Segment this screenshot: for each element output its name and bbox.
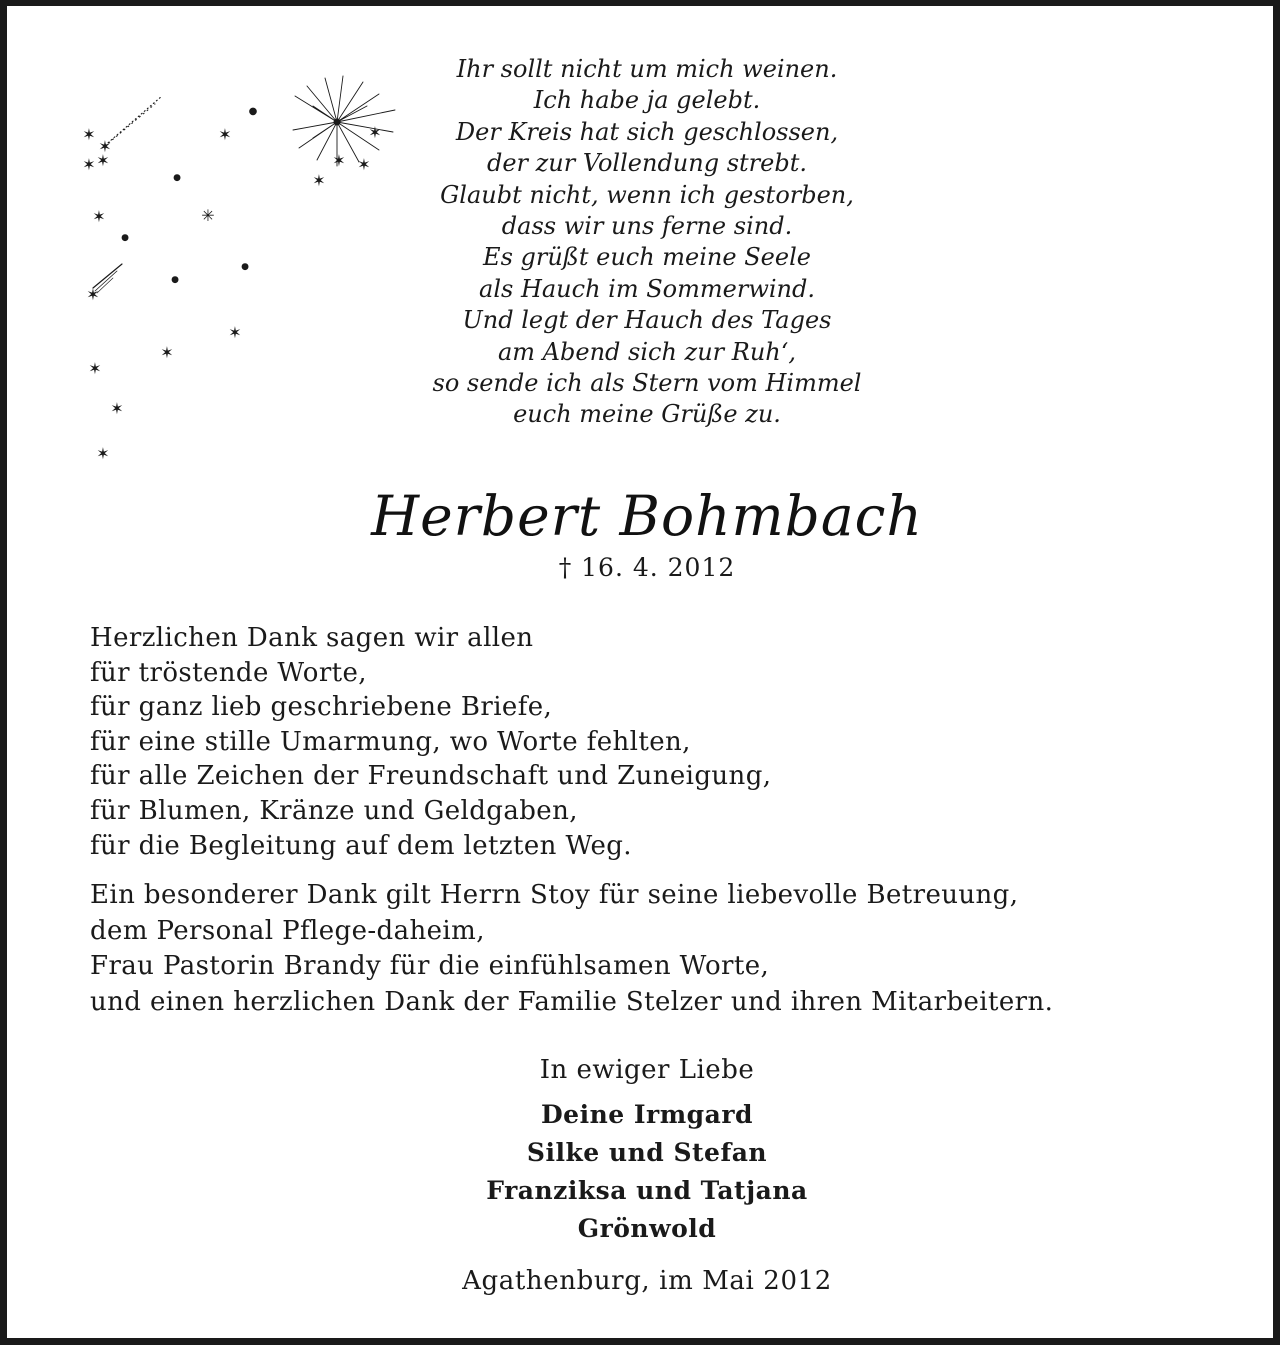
special-thanks-line: und einen herzlichen Dank der Familie Stelzer und ihren Mitarbeitern. bbox=[90, 986, 1054, 1017]
star-icon: ✶ bbox=[98, 137, 112, 156]
poem-line: euch meine Grüße zu. bbox=[513, 400, 781, 429]
special-thanks-line: dem Personal Pflege-daheim, bbox=[90, 915, 485, 946]
star-icon: ✶ bbox=[110, 399, 124, 418]
poem-line: Der Kreis hat sich geschlossen, bbox=[455, 117, 839, 146]
poem-line: Glaubt nicht, wenn ich gestorben, bbox=[440, 180, 854, 209]
poem-line: als Hauch im Sommerwind. bbox=[479, 274, 815, 303]
star-icon: ✶ bbox=[228, 323, 242, 342]
star-icon: ✶ bbox=[368, 123, 382, 142]
poem-line: so sende ich als Stern vom Himmel bbox=[432, 369, 862, 398]
poem-line: Und legt der Hauch des Tages bbox=[462, 306, 832, 335]
star-icon: ✶ bbox=[357, 155, 371, 174]
special-thanks bbox=[90, 878, 1053, 1020]
poem-line: der zur Vollendung strebt. bbox=[486, 149, 807, 178]
signer-name: Silke und Stefan bbox=[526, 1138, 768, 1167]
star-icon: ✳ bbox=[201, 206, 215, 225]
star-icon: ✶ bbox=[92, 207, 106, 226]
thanks-line: für alle Zeichen der Freundschaft und Zuneigung, bbox=[90, 761, 772, 792]
star-icon: ✶ bbox=[86, 285, 100, 304]
signers-list bbox=[7, 1096, 1280, 1248]
thanks-line: für eine stille Umarmung, wo Worte fehlten, bbox=[90, 726, 691, 757]
star-icon: ✶ bbox=[160, 343, 174, 362]
star-icon: ✶ bbox=[332, 151, 346, 170]
star-icon: ✶ bbox=[88, 359, 102, 378]
thanks-line: für Blumen, Kränze und Geldgaben, bbox=[90, 795, 578, 826]
signer-name: Franziksa und Tatjana bbox=[486, 1176, 808, 1205]
thanks-line: für tröstende Worte, bbox=[90, 657, 367, 688]
poem-line: Ich habe ja gelebt. bbox=[533, 86, 761, 115]
poem-line: am Abend sich zur Ruh‘, bbox=[497, 337, 796, 366]
thanks-line: Herzlichen Dank sagen wir allen bbox=[90, 623, 534, 653]
star-icon: ● bbox=[121, 233, 129, 243]
thanks-list bbox=[90, 621, 771, 863]
star-icon: ● bbox=[241, 262, 249, 272]
star-icon: ✶ bbox=[312, 171, 326, 190]
death-date: † 16. 4. 2012 bbox=[558, 553, 736, 582]
star-icon: ● bbox=[173, 173, 181, 183]
star-icon: ✶ bbox=[82, 125, 96, 144]
poem-line: Ihr sollt nicht um mich weinen. bbox=[456, 55, 838, 83]
star-icon: ✶ bbox=[96, 444, 110, 463]
poem-line: Es grüßt euch meine Seele bbox=[483, 243, 811, 272]
star-icon: ✶ bbox=[82, 155, 96, 174]
star-icon: ✶ bbox=[96, 151, 110, 170]
poem-line: dass wir uns ferne sind. bbox=[501, 212, 793, 241]
thanks-line: für die Begleitung auf dem letzten Weg. bbox=[90, 830, 632, 861]
closing-phrase: In ewiger Liebe bbox=[539, 1055, 755, 1085]
star-icon: ✶ bbox=[218, 125, 232, 144]
special-thanks-line: Ein besonderer Dank gilt Herrn Stoy für seine liebevolle Betreuung, bbox=[90, 880, 1019, 910]
thanks-line: für ganz lieb geschriebene Briefe, bbox=[90, 692, 553, 723]
star-icon: ● bbox=[248, 106, 258, 117]
signer-name: Grönwold bbox=[577, 1214, 717, 1243]
star-icon: ● bbox=[171, 275, 179, 285]
signer-name: Deine Irmgard bbox=[540, 1100, 754, 1129]
place-and-date: Agathenburg, im Mai 2012 bbox=[462, 1266, 832, 1296]
poem bbox=[347, 54, 947, 431]
special-thanks-line: Frau Pastorin Brandy für die einfühlsamen Worte, bbox=[90, 951, 770, 981]
deceased-name: Herbert Bohmbach bbox=[371, 484, 923, 548]
